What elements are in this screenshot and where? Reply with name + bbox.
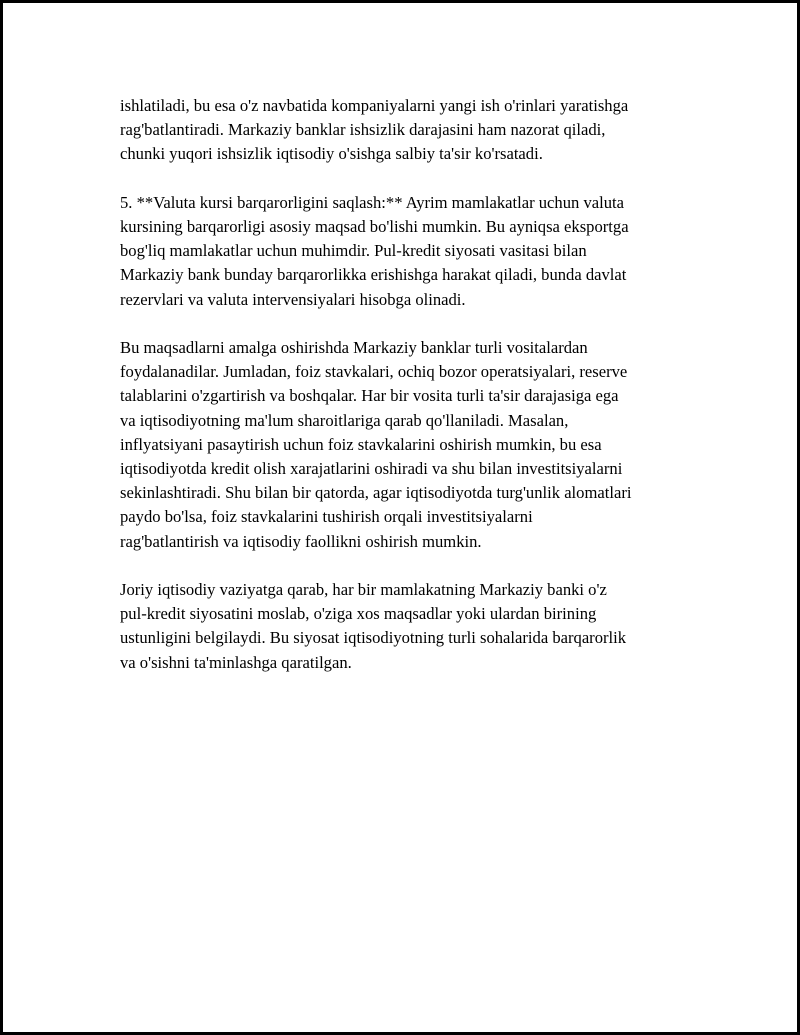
text-line: va o'sishni ta'minlashga qaratilgan. (120, 652, 352, 672)
text-line: foydalanadilar. Jumladan, foiz stavkalari, ochiq bozor operatsiyalari, reserve (120, 362, 628, 382)
paragraph-conclusion (120, 578, 700, 675)
text-line: chunki yuqori ishsizlik iqtisodiy o'sishga salbiy ta'sir ko'rsatadi. (120, 144, 543, 164)
document-body (120, 94, 700, 699)
text-line: ishlatiladi, bu esa o'z navbatida kompaniyalarni yangi ish o'rinlari yaratishga (120, 96, 629, 115)
text-line: pul-kredit siyosatini moslab, o'ziga xos maqsadlar yoki ulardan birining (120, 604, 597, 624)
text-line: sekinlashtiradi. Shu bilan bir qatorda, agar iqtisodiyotda turg'unlik alomatlari (120, 483, 632, 503)
text-line: kursining barqarorligi asosiy maqsad bo'lishi mumkin. Bu ayniqsa eksportga (120, 217, 629, 236)
text-line: Bu maqsadlarni amalga oshirishda Markaziy banklar turli vositalardan (120, 338, 588, 357)
text-line: iqtisodiyotda kredit olish xarajatlarini oshiradi va shu bilan investitsiyalarni (120, 459, 623, 479)
text-line: rag'batlantiradi. Markaziy banklar ishsizlik darajasini ham nazorat qiladi, (120, 120, 606, 140)
text-line: talablarini o'zgartirish va boshqalar. Har bir vosita turli ta'sir darajasiga ega (120, 386, 619, 406)
text-line: 5. **Valuta kursi barqarorligini saqlash:** Ayrim mamlakatlar uchun valuta (120, 192, 625, 212)
text-line: Joriy iqtisodiy vaziyatga qarab, har bir mamlakatning Markaziy banki o'z (120, 580, 607, 600)
text-line: ustunligini belgilaydi. Bu siyosat iqtisodiyotning turli sohalarida barqarorlik (120, 628, 627, 648)
text-line: Markaziy bank bunday barqarorlikka erishishga harakat qiladi, bunda davlat (120, 265, 627, 285)
text-line: bog'liq mamlakatlar uchun muhimdir. Pul-kredit siyosati vasitasi bilan (120, 241, 587, 261)
paragraph-exchange-rate (120, 191, 700, 312)
text-line: inflyatsiyani pasaytirish uchun foiz stavkalarini oshirish mumkin, bu esa (120, 434, 602, 454)
text-line: rezervlari va valuta intervensiyalari hisobga olinadi. (120, 289, 466, 309)
text-line: rag'batlantirish va iqtisodiy faollikni oshirish mumkin. (120, 531, 482, 551)
paragraph-instruments (120, 336, 700, 554)
text-line: paydo bo'lsa, foiz stavkalarini tushirish orqali investitsiyalarni (120, 507, 533, 527)
text-line: va iqtisodiyotning ma'lum sharoitlariga qarab qo'llaniladi. Masalan, (120, 410, 569, 430)
paragraph-employment (120, 94, 700, 167)
